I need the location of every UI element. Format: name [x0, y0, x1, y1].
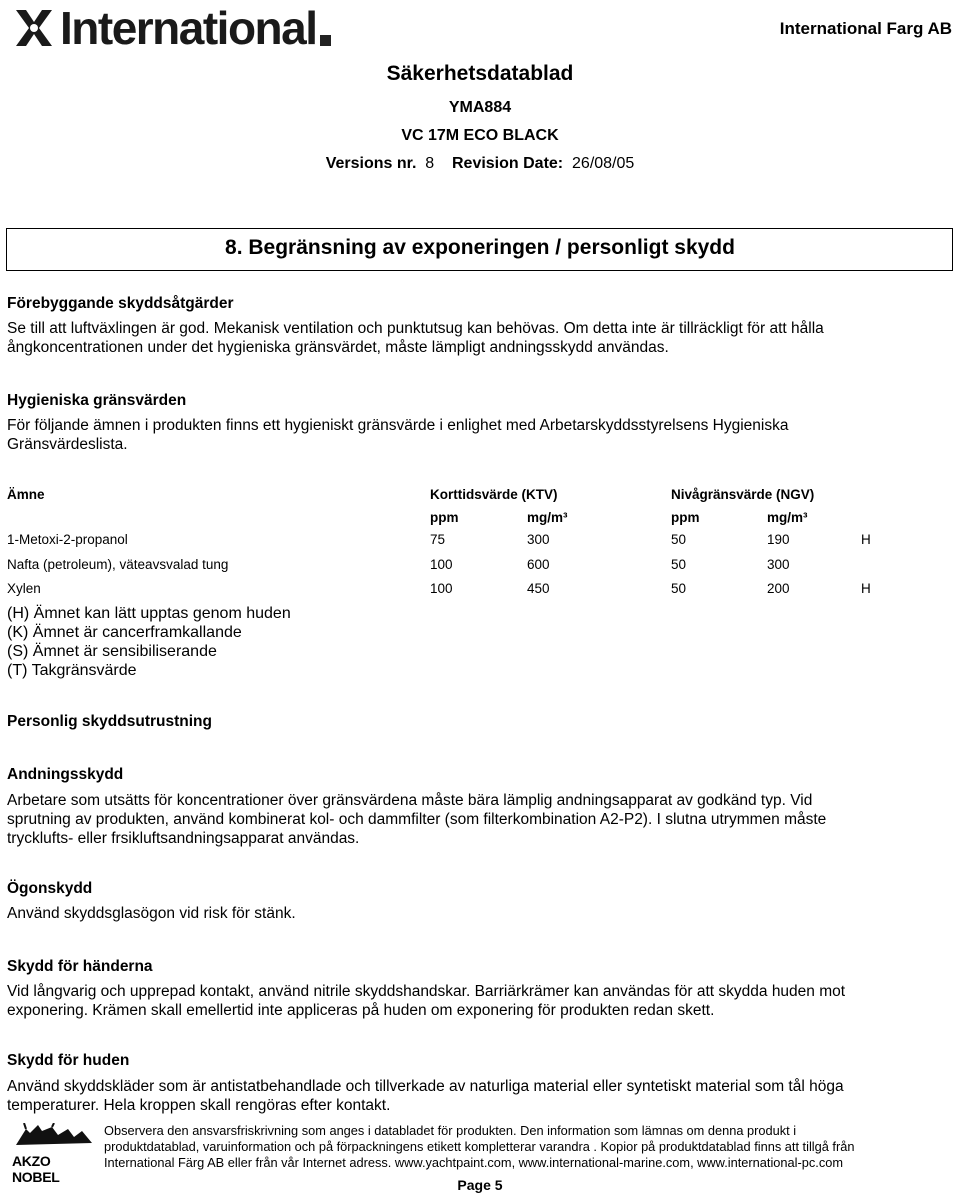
skin-line-1: Använd skyddskläder som är antistatbehandlade och tillverkade av naturliga material eller syntetiskt material som tål höga — [7, 1078, 844, 1095]
product-code: YMA884 — [448, 99, 512, 116]
row-ktv-mg: 300 — [527, 532, 550, 547]
footer-line-1: Observera den ansvarsfriskrivning som anges i databladet för produkten. Den information som lämnas om denna produkt i — [104, 1123, 797, 1138]
company-name: International Farg AB — [779, 19, 952, 38]
revision-value: 26/08/05 — [572, 155, 635, 172]
row-note: H — [861, 532, 871, 547]
logo-wordmark: International — [60, 2, 317, 54]
row-ktv-ppm: 100 — [430, 557, 453, 572]
row-ngv-ppm: 50 — [671, 532, 687, 547]
col-ktv-header: Korttidsvärde (KTV) — [430, 487, 558, 502]
legend-item: (S) Ämnet är sensibiliserande — [7, 643, 217, 660]
row-ngv-mg: 190 — [767, 532, 790, 547]
hygienic-line-2: Gränsvärdeslista. — [7, 436, 128, 453]
legend-item: (T) Takgränsvärde — [7, 662, 137, 679]
footer-line-3: International Färg AB eller från vår Internet adress. www.yachtpaint.com, www.international-marine.com, www.international-pc.com — [104, 1155, 843, 1170]
respiratory-heading: Andningsskydd — [7, 766, 124, 783]
document-title: Säkerhetsdatablad — [386, 62, 574, 85]
row-substance: 1-Metoxi-2-propanol — [7, 532, 128, 547]
row-ktv-ppm: 100 — [430, 581, 453, 596]
legend — [7, 604, 291, 680]
version-value: 8 — [425, 155, 435, 172]
akzo-nobel-figure-icon — [12, 1123, 96, 1147]
legend-item: (K) Ämnet är cancerframkallande — [7, 624, 242, 641]
hands-line-2: exponering. Krämen skall emellertid inte appliceras på huden om exponering för produkten redan skett. — [7, 1002, 715, 1019]
col-ngv-header: Nivågränsvärde (NGV) — [671, 487, 815, 502]
legend-item: (H) Ämnet kan lätt upptas genom huden — [7, 605, 291, 622]
col-substance-header: Ämne — [7, 487, 45, 502]
row-note: H — [861, 581, 871, 596]
row-ngv-ppm: 50 — [671, 557, 687, 572]
respiratory-line-2: sprutning av produkten, använd kombinerat kol- och dammfilter (som filterkombination A2-P2). I slutna utrymmen måste — [7, 811, 827, 828]
hygienic-heading: Hygieniska gränsvärden — [7, 392, 187, 409]
row-ngv-mg: 200 — [767, 581, 790, 596]
revision-label: Revision Date: — [451, 155, 564, 172]
preventive-line-2: ångkoncentrationen under det hygieniska gränsvärdet, måste lämpligt andningsskydd användas. — [7, 339, 669, 356]
eye-line-1: Använd skyddsglasögon vid risk för stänk. — [7, 905, 296, 922]
hands-heading: Skydd för händerna — [7, 958, 153, 975]
preventive-line-1: Se till att luftväxlingen är god. Mekanisk ventilation och punktutsug kan behövas. Om detta inte är tillräckligt för att hålla — [7, 320, 824, 337]
row-ktv-mg: 450 — [527, 581, 550, 596]
footer-disclaimer — [104, 1123, 954, 1171]
international-logo — [12, 4, 331, 52]
row-ktv-ppm: 75 — [430, 532, 446, 547]
hands-line-1: Vid långvarig och upprepad kontakt, använd nitrile skyddshandskar. Barriärkrämer kan användas för att skydda huden mot — [7, 983, 846, 1000]
hygienic-line-1: För följande ämnen i produkten finns ett hygieniskt gränsvärde i enlighet med Arbetarskyddsstyrelsens Hygieniska — [7, 417, 789, 434]
logo-dot — [320, 35, 331, 46]
product-name: VC 17M ECO BLACK — [401, 127, 559, 144]
page-number: Page 5 — [457, 1177, 503, 1193]
row-substance: Nafta (petroleum), väteavsvalad tung — [7, 557, 229, 572]
row-ktv-mg: 600 — [527, 557, 550, 572]
version-label: Versions nr. — [325, 155, 417, 172]
ppe-heading: Personlig skyddsutrustning — [7, 713, 212, 730]
eye-heading: Ögonskydd — [7, 880, 93, 897]
akzo-nobel-logo — [12, 1123, 96, 1185]
skin-heading: Skydd för huden — [7, 1052, 130, 1069]
preventive-heading: Förebyggande skyddsåtgärder — [7, 295, 234, 312]
sub-ngv-ppm: ppm — [671, 510, 700, 525]
akzo-nobel-wordmark: AKZO NOBEL — [12, 1153, 60, 1185]
section-title: 8. Begränsning av exponeringen / personligt skydd — [225, 236, 735, 259]
sub-ktv-mg: mg/m³ — [527, 510, 568, 525]
sub-ngv-mg: mg/m³ — [767, 510, 808, 525]
row-substance: Xylen — [7, 581, 41, 596]
logo-x-icon — [12, 6, 56, 50]
version-line — [0, 155, 960, 173]
skin-line-2: temperaturer. Hela kroppen skall rengöras efter kontakt. — [7, 1097, 391, 1114]
respiratory-line-3: trycklufts- eller frsikluftsandningsapparat användas. — [7, 830, 360, 847]
respiratory-line-1: Arbetare som utsätts för koncentrationer över gränsvärdena måste bära lämplig andningsapparat av godkänd typ. Vid — [7, 792, 813, 809]
row-ngv-mg: 300 — [767, 557, 790, 572]
footer-line-2: produktdatablad, varuinformation och på förpackningens etikett kompletterar varandra . Kopior på produktdatablad finns att tillgå från — [104, 1139, 855, 1154]
sub-ktv-ppm: ppm — [430, 510, 459, 525]
row-ngv-ppm: 50 — [671, 581, 687, 596]
